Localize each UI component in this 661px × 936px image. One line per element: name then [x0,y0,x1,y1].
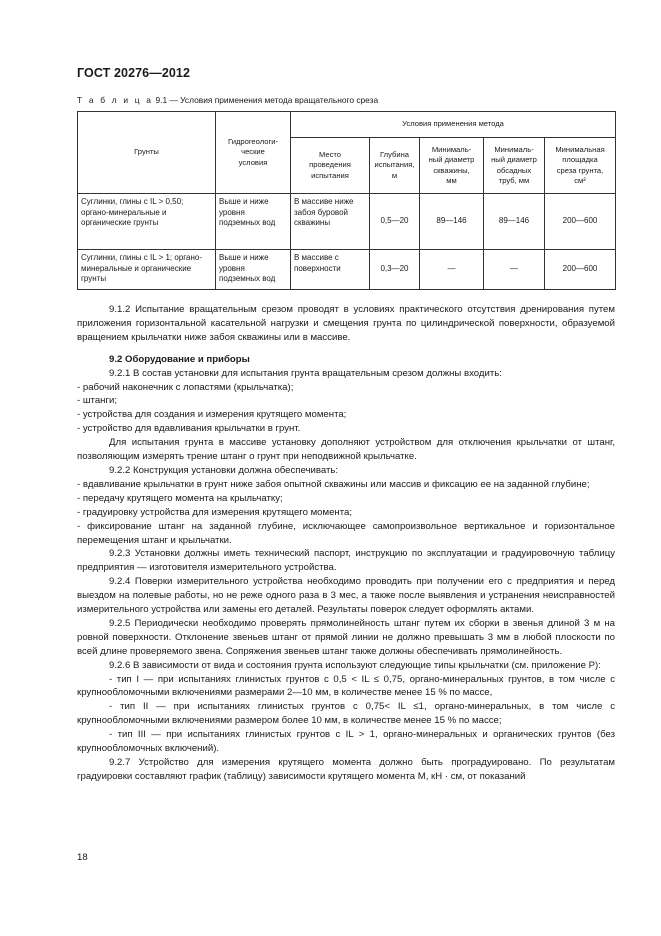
cell-place: В массиве с поверхности [291,250,370,290]
paragraph-9-2-2: 9.2.2 Конструкция установки должна обеспечивать: [109,464,339,476]
cell-area: 200—600 [545,250,616,290]
list-item: - вдавливание крыльчатки в грунт ниже забоя опытной скважины или массив и фиксацию ее на заданной глубине; [77,478,590,490]
cell-pipe: 89—146 [484,194,545,250]
cell-pipe: — [484,250,545,290]
table-row [78,194,616,250]
paragraph-9-2-5: 9.2.5 Периодически необходимо проверять прямолинейность штанг путем их сборки в звенья длиной 3 м на ровной поверхности. Отклонение звеньев штанг от прямой линии не должно превышать 3 мм в любой плоскости по всей длине проверяемого звена. Сопряжения звеньев штанг также должны обеспечивать прямолинейность. [77,617,615,657]
cell-area: 200—600 [545,194,616,250]
page-number: 18 [77,852,88,863]
list-item: - устройства для создания и измерения крутящего момента; [77,409,347,421]
conditions-table [77,111,616,290]
header-depth: Глубина испытания, м [370,138,420,194]
list-item: - рабочий наконечник с лопастями (крыльчатка); [77,381,294,393]
cell-hydro: Выше и ниже уровня подземных вод [216,194,291,250]
header-min-area: Минимальная площадка среза грунта, см² [545,138,616,194]
body-text [77,303,615,784]
paragraph-9-2-7: 9.2.7 Устройство для измерения крутящего момента должно быть проградуировано. По результатам градуировки составляют график (таблицу) зависимости крутящего момента М, кН · см, от показаний [77,757,615,782]
list-item: - тип III — при испытаниях глинистых грунтов с IL > 1, органо-минеральных и органических грунтов (без крупнообломочных включений). [77,729,615,755]
cell-soil: Суглинки, глины с IL > 1; органо-минеральные и органические грунты [78,250,216,290]
list-item: - штанги; [77,395,118,407]
list-item: - тип II — при испытаниях глинистых грунтов с 0,75< IL ≤1, органо-минеральных, в том числе с крупнообломочными включениями размером более 10 мм, в количестве менее 15 % по массе; [77,701,615,727]
paragraph-9-2-3: 9.2.3 Установки должны иметь технический паспорт, инструкцию по эксплуатации и градуировочную таблицу предприятия — изготовителя измерительного устройства. [77,548,615,574]
header-pipe-diameter: Минималь- ный диаметр обсадных труб, мм [484,138,545,194]
document-title: ГОСТ 20276—2012 [77,66,191,80]
cell-depth: 0,3—20 [370,250,420,290]
list-item: - тип I — при испытаниях глинистых грунтов с 0,5 < IL ≤ 0,75, органо-минеральных грунтов, в том числе с крупнообломочными включениями размерами 2—10 мм, в количестве менее 15 % по массе, [77,673,615,699]
list-item: - градуировку устройства для измерения крутящего момента; [77,506,353,518]
cell-depth: 0,5—20 [370,194,420,250]
paragraph-9-2-1-extra: Для испытания грунта в массиве установку дополняют устройством для отключения крыльчатки от штанг, позволяющим измерять трение штанг о грунт при неподвижной крыльчатке. [77,437,615,463]
cell-soil: Суглинки, глины с IL > 0,50; органо-минеральные и органические грунты [78,194,216,250]
header-well-diameter: Минималь- ный диаметр скважины, мм [420,138,484,194]
header-soils: Грунты [78,112,216,194]
header-hydro: Гидрогеологи- ческие условия [216,112,291,194]
header-conditions: Условия применения метода [291,112,616,138]
paragraph-9-1-2: 9.1.2 Испытание вращательным срезом проводят в условиях практического отсутствия дренирования путем приложения горизонтальной касательной нагрузки и смещения грунта по цилиндрической поверхности, образуемой вращением крыльчатки ниже забоя скважины или в массиве. [77,304,615,343]
list-item: - передачу крутящего момента на крыльчатку; [77,492,283,504]
table-caption-text: 9.1 — Условия применения метода вращательного среза [155,95,379,105]
paragraph-9-2-6: 9.2.6 В зависимости от вида и состояния грунта используют следующие типы крыльчатки (см. приложение Р): [109,659,601,671]
cell-place: В массиве ниже забоя буровой скважины [291,194,370,250]
header-place: Место проведения испытания [291,138,370,194]
list-item: - устройство для вдавливания крыльчатки в грунт. [77,423,301,435]
cell-well: 89—146 [420,194,484,250]
cell-hydro: Выше и ниже уровня подземных вод [216,250,291,290]
cell-well: — [420,250,484,290]
section-heading-9-2: 9.2 Оборудование и приборы [109,353,250,365]
table-caption [77,95,378,105]
table-row [78,250,616,290]
paragraph-9-2-1: 9.2.1 В состав установки для испытания грунта вращательным срезом должны входить: [109,367,502,379]
list-item: - фиксирование штанг на заданной глубине, исключающее самопроизвольное вертикальное и горизонтальное перемещения штанг и крыльчатки. [77,520,615,546]
table-caption-prefix: Т а б л и ц а [77,95,154,105]
paragraph-9-2-4: 9.2.4 Поверки измерительного устройства необходимо проводить при получении его с предприятия и перед выездом на полевые работы, но не реже одного раза в 3 мес, а также после выявления и устранения неисправностей измерительного устройства или замены его деталей. Результаты поверок следует оформлять актами. [77,576,615,616]
